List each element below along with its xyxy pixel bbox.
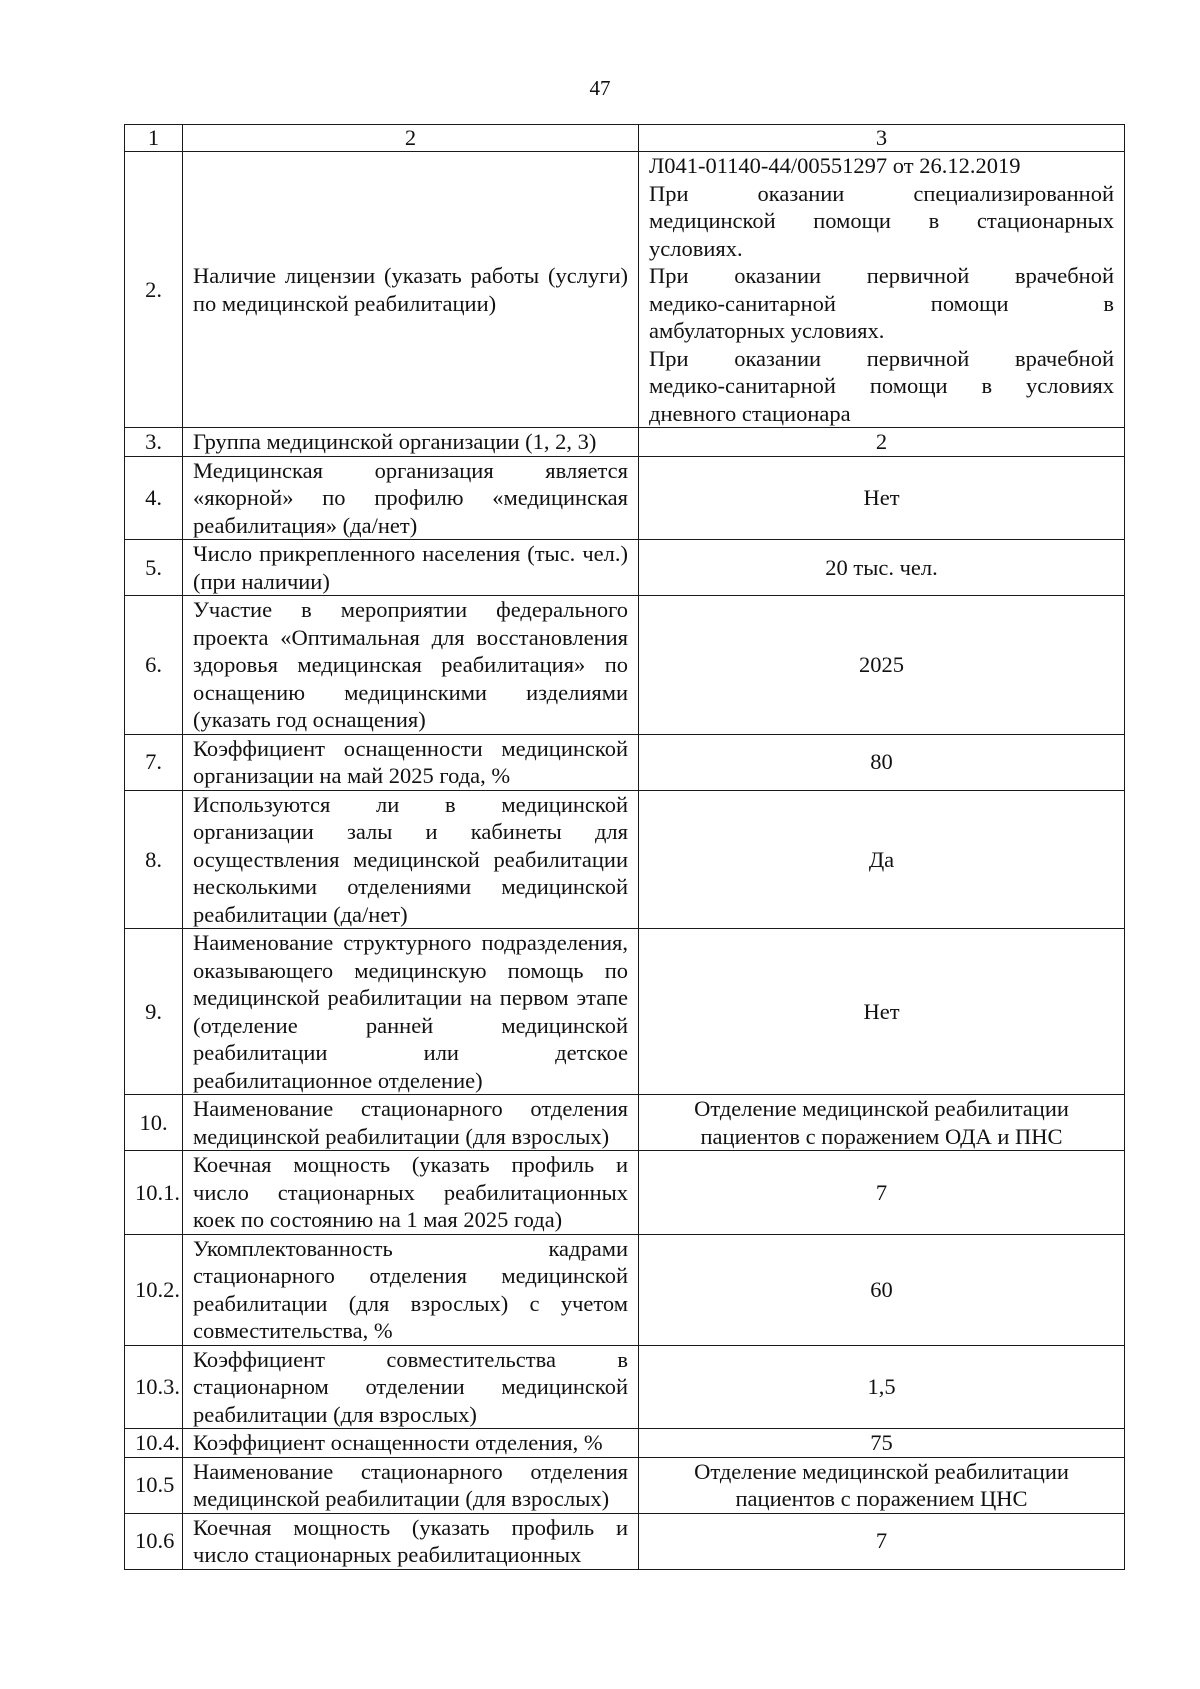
value-cell bbox=[639, 456, 1125, 540]
parameter-line: медицинской реабилитации (для взрослых) bbox=[193, 1486, 610, 1511]
value-line: пациентов с поражением ОДА и ПНС bbox=[700, 1123, 1063, 1149]
parameter-line: реабилитация» (да/нет) bbox=[193, 512, 418, 538]
table-row bbox=[125, 428, 1125, 457]
parameter-line: осуществления медицинской реабилитации bbox=[193, 846, 628, 872]
value-cell bbox=[639, 1457, 1125, 1513]
row-number: 10. bbox=[125, 1095, 183, 1151]
parameter-line: Наименование стационарного отделения bbox=[193, 1458, 628, 1484]
parameter-line: по медицинской реабилитации) bbox=[193, 290, 497, 316]
row-number: 2. bbox=[125, 152, 183, 428]
parameter-line: Коэффициент оснащенности медицинской bbox=[193, 735, 628, 761]
value-cell bbox=[639, 1345, 1125, 1429]
row-number: 9. bbox=[125, 929, 183, 1095]
value-cell bbox=[639, 1095, 1125, 1151]
parameter-line: Коечная мощность (указать профиль и bbox=[193, 1514, 628, 1540]
table-row bbox=[125, 1234, 1125, 1345]
parameter-line: организации залы и кабинеты для bbox=[193, 819, 628, 844]
parameter-line: проекта «Оптимальная для восстановления bbox=[193, 624, 628, 650]
parameter-cell bbox=[183, 1234, 639, 1345]
parameter-line: (указать год оснащения) bbox=[193, 707, 426, 732]
value-cell bbox=[639, 152, 1125, 428]
value-line: 7 bbox=[875, 1179, 888, 1205]
parameter-line: число стационарных реабилитационных bbox=[193, 1542, 582, 1567]
page-number: 47 bbox=[589, 76, 611, 100]
value-cell bbox=[639, 1151, 1125, 1235]
header-col-3: 3 bbox=[639, 125, 1125, 152]
parameter-line: Медицинская организация является bbox=[193, 457, 628, 483]
value-line: медицинской помощи в стационарных bbox=[649, 208, 1114, 233]
table-row bbox=[125, 929, 1125, 1095]
parameter-cell bbox=[183, 734, 639, 790]
document-table bbox=[124, 124, 1125, 1570]
table-row bbox=[125, 596, 1125, 735]
value-line: Отделение медицинской реабилитации bbox=[694, 1458, 1069, 1484]
parameter-line: здоровья медицинская реабилитация» по bbox=[193, 652, 628, 677]
row-number: 5. bbox=[125, 540, 183, 596]
parameter-cell bbox=[183, 1513, 639, 1569]
parameter-line: Наличие лицензии (указать работы (услуги) bbox=[193, 263, 628, 288]
parameter-line: (отделение ранней медицинской bbox=[193, 1012, 628, 1038]
table-row bbox=[125, 790, 1125, 929]
parameter-line: стационарного отделения медицинской bbox=[193, 1263, 628, 1288]
row-number: 4. bbox=[125, 456, 183, 540]
parameter-line: совместительства, % bbox=[193, 1318, 393, 1343]
table-row bbox=[125, 734, 1125, 790]
parameter-cell bbox=[183, 1095, 639, 1151]
table-row bbox=[125, 1457, 1125, 1513]
parameter-line: оснащению медицинскими изделиями bbox=[193, 679, 628, 705]
value-cell bbox=[639, 1234, 1125, 1345]
value-line: пациентов с поражением ЦНС bbox=[735, 1486, 1028, 1511]
parameter-line: Число прикрепленного населения (тыс. чел.) bbox=[193, 541, 628, 566]
parameter-cell bbox=[183, 1345, 639, 1429]
parameter-line: медицинской реабилитации на первом этапе bbox=[193, 985, 628, 1010]
value-line: При оказании первичной врачебной bbox=[649, 263, 1114, 288]
parameter-line: Наименование стационарного отделения bbox=[193, 1096, 628, 1121]
parameter-cell bbox=[183, 1429, 639, 1458]
value-line: 2 bbox=[875, 429, 888, 454]
value-line: 75 bbox=[870, 1430, 893, 1455]
row-number: 10.2. bbox=[125, 1234, 183, 1345]
table-row bbox=[125, 152, 1125, 428]
value-cell bbox=[639, 540, 1125, 596]
parameter-line: медицинской реабилитации (для взрослых) bbox=[193, 1123, 610, 1149]
value-line: медико-санитарной помощи в условиях bbox=[649, 373, 1114, 398]
row-number: 3. bbox=[125, 428, 183, 457]
value-line: Да bbox=[868, 846, 895, 872]
row-number: 10.4. bbox=[125, 1429, 183, 1458]
parameter-line: несколькими отделениями медицинской bbox=[193, 874, 628, 899]
row-number: 6. bbox=[125, 596, 183, 735]
header-col-1: 1 bbox=[125, 125, 183, 152]
value-line: дневного стационара bbox=[649, 400, 851, 426]
parameter-line: реабилитации (да/нет) bbox=[193, 901, 408, 927]
table-row bbox=[125, 1345, 1125, 1429]
parameter-line: (при наличии) bbox=[193, 568, 330, 594]
table-row bbox=[125, 456, 1125, 540]
row-number: 7. bbox=[125, 734, 183, 790]
parameter-line: Коэффициент совместительства в bbox=[193, 1346, 628, 1372]
parameter-line: Укомплектованность кадрами bbox=[193, 1235, 628, 1261]
parameter-cell bbox=[183, 152, 639, 428]
parameter-line: Группа медицинской организации (1, 2, 3) bbox=[193, 429, 597, 454]
value-line: Нет bbox=[863, 998, 900, 1024]
table-row bbox=[125, 1151, 1125, 1235]
parameter-cell bbox=[183, 1457, 639, 1513]
parameter-line: стационарном отделении медицинской bbox=[193, 1374, 628, 1399]
value-line: 2025 bbox=[859, 652, 904, 677]
parameter-cell bbox=[183, 456, 639, 540]
value-line: 7 bbox=[875, 1528, 888, 1554]
row-number: 8. bbox=[125, 790, 183, 929]
value-line: Нет bbox=[863, 485, 900, 510]
value-line: условиях. bbox=[649, 235, 743, 261]
parameter-line: реабилитации (для взрослых) с учетом bbox=[193, 1290, 628, 1316]
parameter-line: реабилитационное отделение) bbox=[193, 1067, 483, 1093]
value-line: При оказании первичной врачебной bbox=[649, 345, 1114, 371]
value-cell bbox=[639, 734, 1125, 790]
value-cell bbox=[639, 596, 1125, 735]
row-number: 10.1. bbox=[125, 1151, 183, 1235]
value-line: 60 bbox=[870, 1276, 893, 1302]
value-line: 20 тыс. чел. bbox=[825, 554, 938, 580]
parameter-line: Используются ли в медицинской bbox=[193, 791, 628, 817]
header-col-2: 2 bbox=[183, 125, 639, 152]
parameter-line: Участие в мероприятии федерального bbox=[193, 597, 628, 622]
parameter-cell bbox=[183, 428, 639, 457]
parameter-cell bbox=[183, 540, 639, 596]
value-line: 80 bbox=[870, 749, 893, 775]
parameter-line: оказывающего медицинскую помощь по bbox=[193, 957, 628, 983]
value-line: Отделение медицинской реабилитации bbox=[694, 1096, 1069, 1121]
row-number: 10.5 bbox=[125, 1457, 183, 1513]
parameter-line: Коечная мощность (указать профиль и bbox=[193, 1152, 628, 1177]
table-header-row bbox=[125, 125, 1125, 152]
parameter-line: реабилитации или детское bbox=[193, 1040, 628, 1065]
parameter-cell bbox=[183, 929, 639, 1095]
table-row bbox=[125, 1429, 1125, 1458]
value-line: медико-санитарной помощи в bbox=[649, 290, 1114, 316]
parameter-cell bbox=[183, 790, 639, 929]
value-line: При оказании специализированной bbox=[649, 180, 1114, 206]
row-number: 10.6 bbox=[125, 1513, 183, 1569]
parameter-line: организации на май 2025 года, % bbox=[193, 763, 511, 788]
parameter-cell bbox=[183, 596, 639, 735]
table-row bbox=[125, 540, 1125, 596]
value-cell bbox=[639, 929, 1125, 1095]
parameter-cell bbox=[183, 1151, 639, 1235]
value-line: амбулаторных условиях. bbox=[649, 318, 885, 343]
parameter-line: число стационарных реабилитационных bbox=[193, 1179, 628, 1205]
parameter-line: Коэффициент оснащенности отделения, % bbox=[193, 1430, 603, 1455]
row-number: 10.3. bbox=[125, 1345, 183, 1429]
value-cell bbox=[639, 790, 1125, 929]
value-cell bbox=[639, 1429, 1125, 1458]
parameter-line: «якорной» по профилю «медицинская bbox=[193, 485, 628, 510]
value-line: Л041-01140-44/00551297 от 26.12.2019 bbox=[649, 153, 1021, 178]
parameter-line: реабилитации (для взрослых) bbox=[193, 1401, 477, 1427]
table-row bbox=[125, 1513, 1125, 1569]
table-row bbox=[125, 1095, 1125, 1151]
parameter-line: Наименование структурного подразделения, bbox=[193, 930, 628, 955]
value-cell bbox=[639, 428, 1125, 457]
value-line: 1,5 bbox=[867, 1374, 896, 1399]
value-cell bbox=[639, 1513, 1125, 1569]
parameter-line: коек по состоянию на 1 мая 2025 года) bbox=[193, 1207, 563, 1232]
